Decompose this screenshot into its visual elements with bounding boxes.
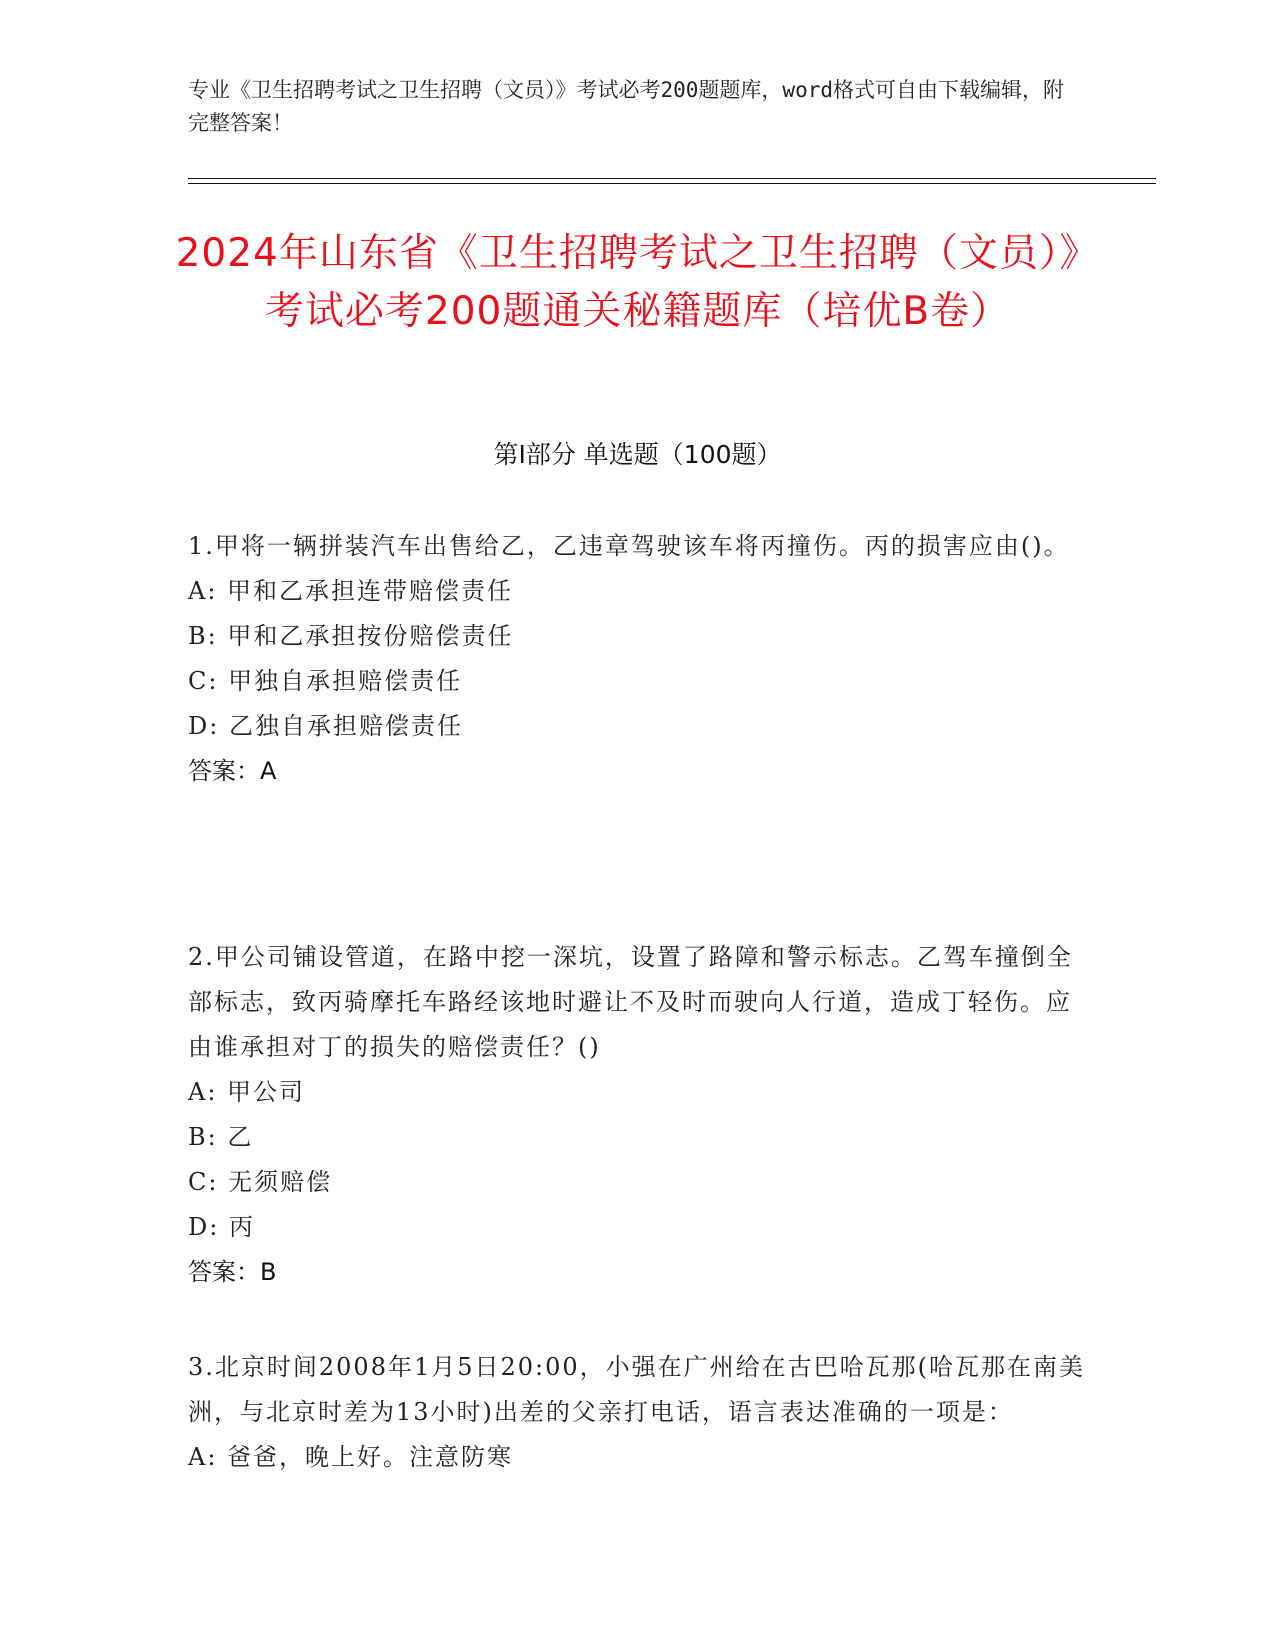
option-d: D: 丙 [188,1213,255,1241]
section-title: 第I部分 单选题（100题） [493,440,782,469]
option-b: B: 甲和乙承担按份赔偿责任 [188,622,514,650]
option-c: C: 甲独自承担赔偿责任 [188,667,463,695]
question-1 [188,524,1088,794]
option-d: D: 乙独自承担赔偿责任 [188,712,463,740]
question-2 [188,935,1088,1295]
option-c: C: 无须赔偿 [188,1168,333,1196]
document-title: 2024年山东省《卫生招聘考试之卫生招聘（文员）》考试必考200题通关秘籍题库（培优B卷） [175,231,1100,334]
option-b: B: 乙 [188,1123,254,1151]
header-divider-top [188,178,1156,179]
question-text: 3.北京时间2008年1月5日20:00，小强在广州给在古巴哈瓦那(哈瓦那在南美洲，与北京时差为13小时)出差的父亲打电话，语言表达准确的一项是： [188,1353,1086,1426]
answer: 答案：A [188,757,277,785]
question-text: 1.甲将一辆拼装汽车出售给乙，乙违章驾驶该车将丙撞伤。丙的损害应由()。 [188,532,1070,560]
question-3 [188,1345,1088,1480]
question-text: 2.甲公司铺设管道，在路中挖一深坑，设置了路障和警示标志。乙驾车撞倒全部标志，致丙骑摩托车路经该地时避让不及时而驶向人行道，造成丁轻伤。应由谁承担对丁的损失的赔偿责任？() [188,943,1073,1061]
header-divider-bottom [188,183,1156,184]
header-note: 专业《卫生招聘考试之卫生招聘（文员）》考试必考200题题库，word格式可自由下载编辑，附完整答案！ [188,78,1064,135]
option-a: A: 甲公司 [188,1078,306,1106]
option-a: A: 爸爸，晚上好。注意防寒 [188,1443,514,1471]
answer: 答案：B [188,1258,277,1286]
option-a: A: 甲和乙承担连带赔偿责任 [188,577,514,605]
